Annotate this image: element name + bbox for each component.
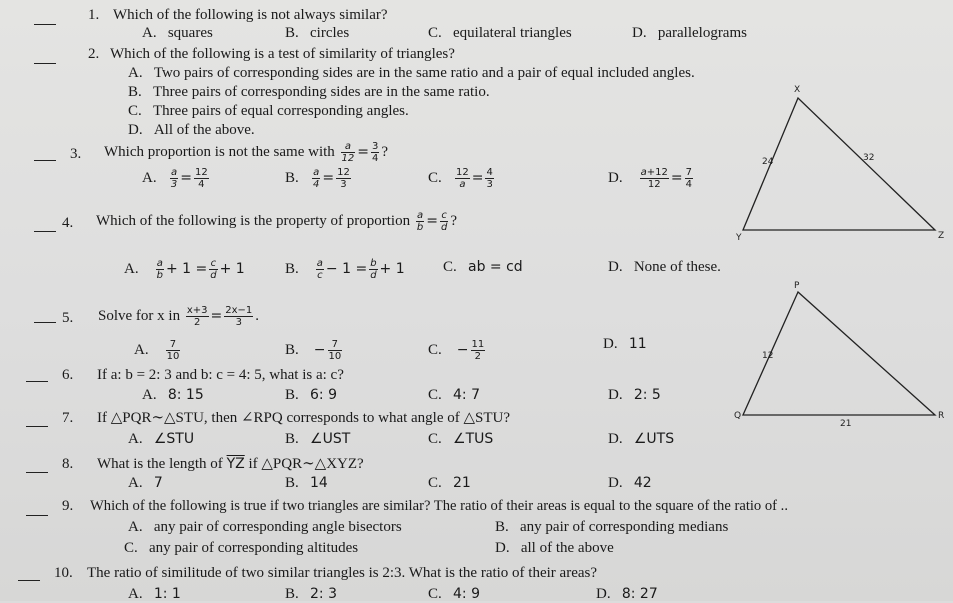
q2-text: Which of the following is a test of similarity of triangles? <box>110 46 455 62</box>
q6-option-b: B. 6: 9 <box>285 387 337 403</box>
q1-number: 1. <box>88 7 100 23</box>
vertex-y-label: Y <box>736 233 742 242</box>
q8-option-a: A. 7 <box>128 475 163 491</box>
q3-option-a: A. $\frac{a}{3}$ = $\frac{12}{4}$ <box>142 167 208 190</box>
vertex-r-label: R <box>938 411 945 421</box>
triangle-pqr <box>730 280 952 430</box>
q2-option-c: C. Three pairs of equal corresponding angles. <box>128 103 409 119</box>
q7-option-c: C. ∠TUS <box>428 431 494 447</box>
answer-blank[interactable] <box>26 472 48 473</box>
q4-option-b: B. $\frac{a}{c}$ − 1 = $\frac{b}{d}$ + 1 <box>285 258 405 281</box>
vertex-z-label: Z <box>938 231 945 241</box>
q6-option-a: A. 8: 15 <box>142 387 204 403</box>
side-pq-label: 12 <box>762 351 774 361</box>
side-xz-label: 32 <box>863 153 875 163</box>
q10-option-d: D. 8: 27 <box>596 586 658 602</box>
answer-blank[interactable] <box>34 322 56 323</box>
vertex-p-label: P <box>794 281 800 291</box>
answer-blank[interactable] <box>34 24 56 25</box>
q3-option-b: B. $\frac{a}{4}$ = $\frac{12}{3}$ <box>285 167 350 190</box>
q6-text: If a: b = 2: 3 and b: c = 4: 5, what is a: c? <box>97 367 344 383</box>
q5-question: Solve for x in $\frac{x+3}{2}$ = $\frac{2x-1}{3}$ . <box>98 305 260 328</box>
answer-blank[interactable] <box>26 381 48 382</box>
answer-blank[interactable] <box>26 515 48 516</box>
q2-number: 2. <box>88 46 100 62</box>
q5-option-d: D. 11 <box>603 336 647 352</box>
q7-option-a: A. ∠STU <box>128 431 195 447</box>
q5-option-b: B. − $\frac{7}{10}$ <box>285 339 342 362</box>
q10-number: 10. <box>54 565 73 581</box>
q8-question: What is the length of $\overline{YZ}$ if △PQR∼△XYZ? <box>97 456 364 472</box>
q8-option-c: C. 21 <box>428 475 471 491</box>
q3-question: Which proportion is not the same with $\frac{a}{12}$ = $\frac{3}{4}$ ? <box>104 141 389 164</box>
q3-option-c: C. $\frac{12}{a}$ = $\frac{4}{3}$ <box>428 167 493 190</box>
vertex-x-label: X <box>794 85 801 95</box>
q7-text: If △PQR∼△STU, then ∠RPQ corresponds to what angle of △STU? <box>97 410 511 426</box>
q4-question: Which of the following is the property of proportion $\frac{a}{b}$ = $\frac{c}{d}$ ? <box>96 210 457 233</box>
q7-option-d: D. ∠UTS <box>608 431 675 447</box>
answer-blank[interactable] <box>34 160 56 161</box>
vertex-q-label: Q <box>734 411 742 421</box>
q2-option-a: A. Two pairs of corresponding sides are in the same ratio and a pair of equal included angles. <box>128 65 695 81</box>
q6-number: 6. <box>62 367 74 383</box>
q9-option-a: A. any pair of corresponding angle bisectors <box>128 519 402 535</box>
q1-option-b: B. circles <box>285 25 350 41</box>
q5-number: 5. <box>62 310 74 326</box>
q7-option-b: B. ∠UST <box>285 431 351 447</box>
q10-text: The ratio of similitude of two similar triangles is 2:3. What is the ratio of their areas? <box>87 565 598 581</box>
q3-option-d: D. $\frac{a+12}{12}$ = $\frac{7}{4}$ <box>608 167 692 190</box>
side-qr-label: 21 <box>840 419 852 429</box>
q6-option-c: C. 4: 7 <box>428 387 480 403</box>
q10-option-a: A. 1: 1 <box>128 586 181 602</box>
q10-option-c: C. 4: 9 <box>428 586 480 602</box>
q1-option-c: C. equilateral triangles <box>428 25 572 41</box>
answer-blank[interactable] <box>34 231 56 232</box>
q2-option-b: B. Three pairs of corresponding sides are in the same ratio. <box>128 84 490 100</box>
answer-blank[interactable] <box>26 426 48 427</box>
q1-text: Which of the following is not always similar? <box>113 7 388 23</box>
q9-text: Which of the following is true if two triangles are similar? The ratio of their areas is equal to the square of the ratio of .. <box>90 498 788 514</box>
q9-number: 9. <box>62 498 74 514</box>
q4-option-c: C. ab = cd <box>443 259 523 275</box>
q5-option-c: C. − $\frac{11}{2}$ <box>428 339 485 362</box>
triangle-xyz <box>730 82 952 242</box>
q10-option-b: B. 2: 3 <box>285 586 337 602</box>
q7-number: 7. <box>62 410 74 426</box>
answer-blank[interactable] <box>34 63 56 64</box>
q9-option-d: D. all of the above <box>495 540 614 556</box>
q2-option-d: D. All of the above. <box>128 122 255 138</box>
q8-option-d: D. 42 <box>608 475 652 491</box>
q6-option-d: D. 2: 5 <box>608 387 661 403</box>
q4-option-a: A. $\frac{a}{b}$ + 1 = $\frac{c}{d}$ + 1 <box>124 258 245 281</box>
q3-number: 3. <box>70 146 82 162</box>
q9-option-b: B. any pair of corresponding medians <box>495 519 729 535</box>
answer-blank[interactable] <box>18 580 40 581</box>
q4-number: 4. <box>62 215 74 231</box>
q5-option-a: A. $\frac{7}{10}$ <box>134 339 180 362</box>
q8-number: 8. <box>62 456 74 472</box>
side-xy-label: 24 <box>762 157 774 167</box>
q9-option-c: C. any pair of corresponding altitudes <box>124 540 359 556</box>
q8-option-b: B. 14 <box>285 475 328 491</box>
q4-option-d: D. None of these. <box>608 259 721 275</box>
q1-option-a: A. squares <box>142 25 213 41</box>
q1-option-d: D. parallelograms <box>632 25 747 41</box>
